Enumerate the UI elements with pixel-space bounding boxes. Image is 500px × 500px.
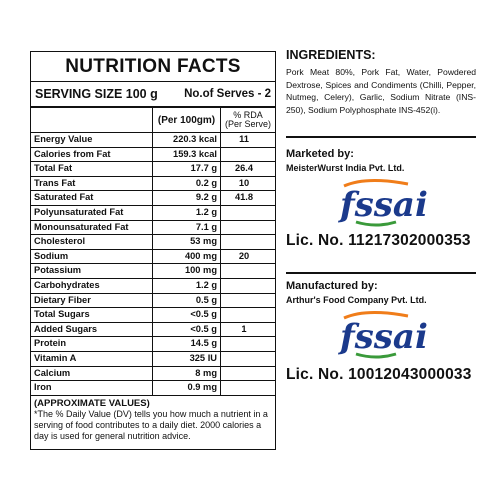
nutrient-value: 8 mg [153,367,221,381]
per-100gm-header: (Per 100gm) [153,108,221,132]
nutrient-value: 1.2 g [153,206,221,220]
nutrient-value: 53 mg [153,235,221,249]
nutrient-name: Polyunsaturated Fat [31,206,153,220]
nutrient-rda: 41.8 [234,192,254,203]
nutrition-table-header [31,108,275,133]
nutrition-row [31,221,275,236]
nutrient-rda [221,279,275,293]
nutrient-name: Trans Fat [31,177,153,191]
nutrition-row [31,191,275,206]
nutrition-row [31,294,275,309]
number-of-serves: No.of Serves - 2 [184,88,271,100]
nutrition-row [31,308,275,323]
nutrient-name: Total Sugars [31,308,153,322]
nutrient-value: 7.1 g [153,221,221,235]
nutrition-row [31,337,275,352]
nutrient-rda [221,206,275,220]
approximate-values-note [31,396,275,442]
nutrient-rda [221,337,275,351]
nutrient-name: Added Sugars [31,323,153,337]
manufacturer-name: Arthur's Food Company Pvt. Ltd. [286,295,427,305]
nutrient-value: 17.7 g [153,162,221,176]
nutrient-rda: 1 [241,323,247,334]
nutrient-rda: 10 [238,177,250,188]
nutrient-value: 325 IU [153,352,221,366]
nutrient-name: Potassium [31,264,153,278]
divider [286,136,476,138]
divider [286,272,476,274]
nutrient-rda [221,352,275,366]
marketer-name: MeisterWurst India Pvt. Ltd. [286,163,405,173]
ingredients-section [286,48,476,117]
nutrient-name: Calories from Fat [31,148,153,162]
nutrient-rda: 26.4 [234,163,254,174]
nutrition-row [31,279,275,294]
nutrient-value: 100 mg [153,264,221,278]
serving-row [31,82,275,108]
nutrition-row [31,148,275,163]
nutrient-name: Calcium [31,367,153,381]
nutrition-row [31,367,275,382]
rda-header: % RDA (Per Serve) [224,110,271,129]
nutrient-rda: 20 [238,250,250,261]
nutrient-name: Dietary Fiber [31,294,153,308]
manufacturer-license: Lic. No. 10012043000033 [286,366,472,383]
nutrient-name: Energy Value [31,133,153,147]
nutrition-row [31,381,275,396]
serving-size: SERVING SIZE 100 g [35,87,158,101]
fssai-logo-icon [336,178,428,228]
nutrient-rda [221,308,275,322]
nutrient-rda [221,367,275,381]
nutrient-name: Cholesterol [31,235,153,249]
nutrition-row [31,250,275,265]
nutrition-row [31,352,275,367]
nutrient-name: Sodium [31,250,153,264]
ingredients-text: Pork Meat 80%, Pork Fat, Water, Powdered Dextrose, Spices and Condiments (Chilli, Pepper, Nutmeg, Celery), Garlic, Sodium Nitrate (INS-250), Sodium Polyphosphate INS-452(i). [286,67,476,116]
nutrient-name: Total Fat [31,162,153,176]
nutrient-name: Carbohydrates [31,279,153,293]
nutrient-rda [221,294,275,308]
nutrient-rda [221,381,275,395]
fssai-wordmark: fssai [340,185,428,225]
nutrition-row [31,133,275,148]
nutrient-value: 0.2 g [153,177,221,191]
nutrient-name: Vitamin A [31,352,153,366]
nutrition-facts-panel [30,51,276,450]
nutrient-value: <0.5 g [153,323,221,337]
nutrition-row [31,264,275,279]
nutrient-rda [221,148,275,162]
nutrient-value: 1.2 g [153,279,221,293]
nutrition-row [31,162,275,177]
nutrient-value: 0.9 mg [153,381,221,395]
nutrient-rda [221,221,275,235]
nutrient-name: Monounsaturated Fat [31,221,153,235]
nutrient-value: 159.3 kcal [153,148,221,162]
nutrient-rda: 11 [239,134,249,144]
nutrient-name: Iron [31,381,153,395]
approx-title: (APPROXIMATE VALUES) [34,397,150,409]
ingredients-title: INGREDIENTS: [286,48,376,62]
nutrition-row [31,323,275,338]
nutrient-rda [221,235,275,249]
nutrient-name: Saturated Fat [31,191,153,205]
fssai-wordmark: fssai [340,317,428,357]
nutrient-value: 220.3 kcal [153,133,221,147]
manufactured-by-section [286,280,486,305]
nutrient-name: Protein [31,337,153,351]
marketed-by-label: Marketed by: [286,148,354,160]
nutrition-row [31,235,275,250]
nutrition-row [31,177,275,192]
manufactured-by-label: Manufactured by: [286,280,378,292]
nutrition-title: NUTRITION FACTS [31,52,275,82]
nutrient-value: <0.5 g [153,308,221,322]
marketed-by-section [286,148,476,173]
nutrient-value: 0.5 g [153,294,221,308]
approx-text: *The % Daily Value (DV) tells you how much a nutrient in a serving of food contributes to a daily diet. 2000 calories a day is used for general nutrition advice. [34,408,268,441]
nutrient-rda [221,264,275,278]
nutrition-table [31,133,275,396]
marketer-license: Lic. No. 11217302000353 [286,232,471,249]
fssai-logo-icon [336,310,428,360]
nutrient-value: 9.2 g [153,191,221,205]
nutrition-row [31,206,275,221]
nutrient-value: 14.5 g [153,337,221,351]
nutrient-value: 400 mg [153,250,221,264]
